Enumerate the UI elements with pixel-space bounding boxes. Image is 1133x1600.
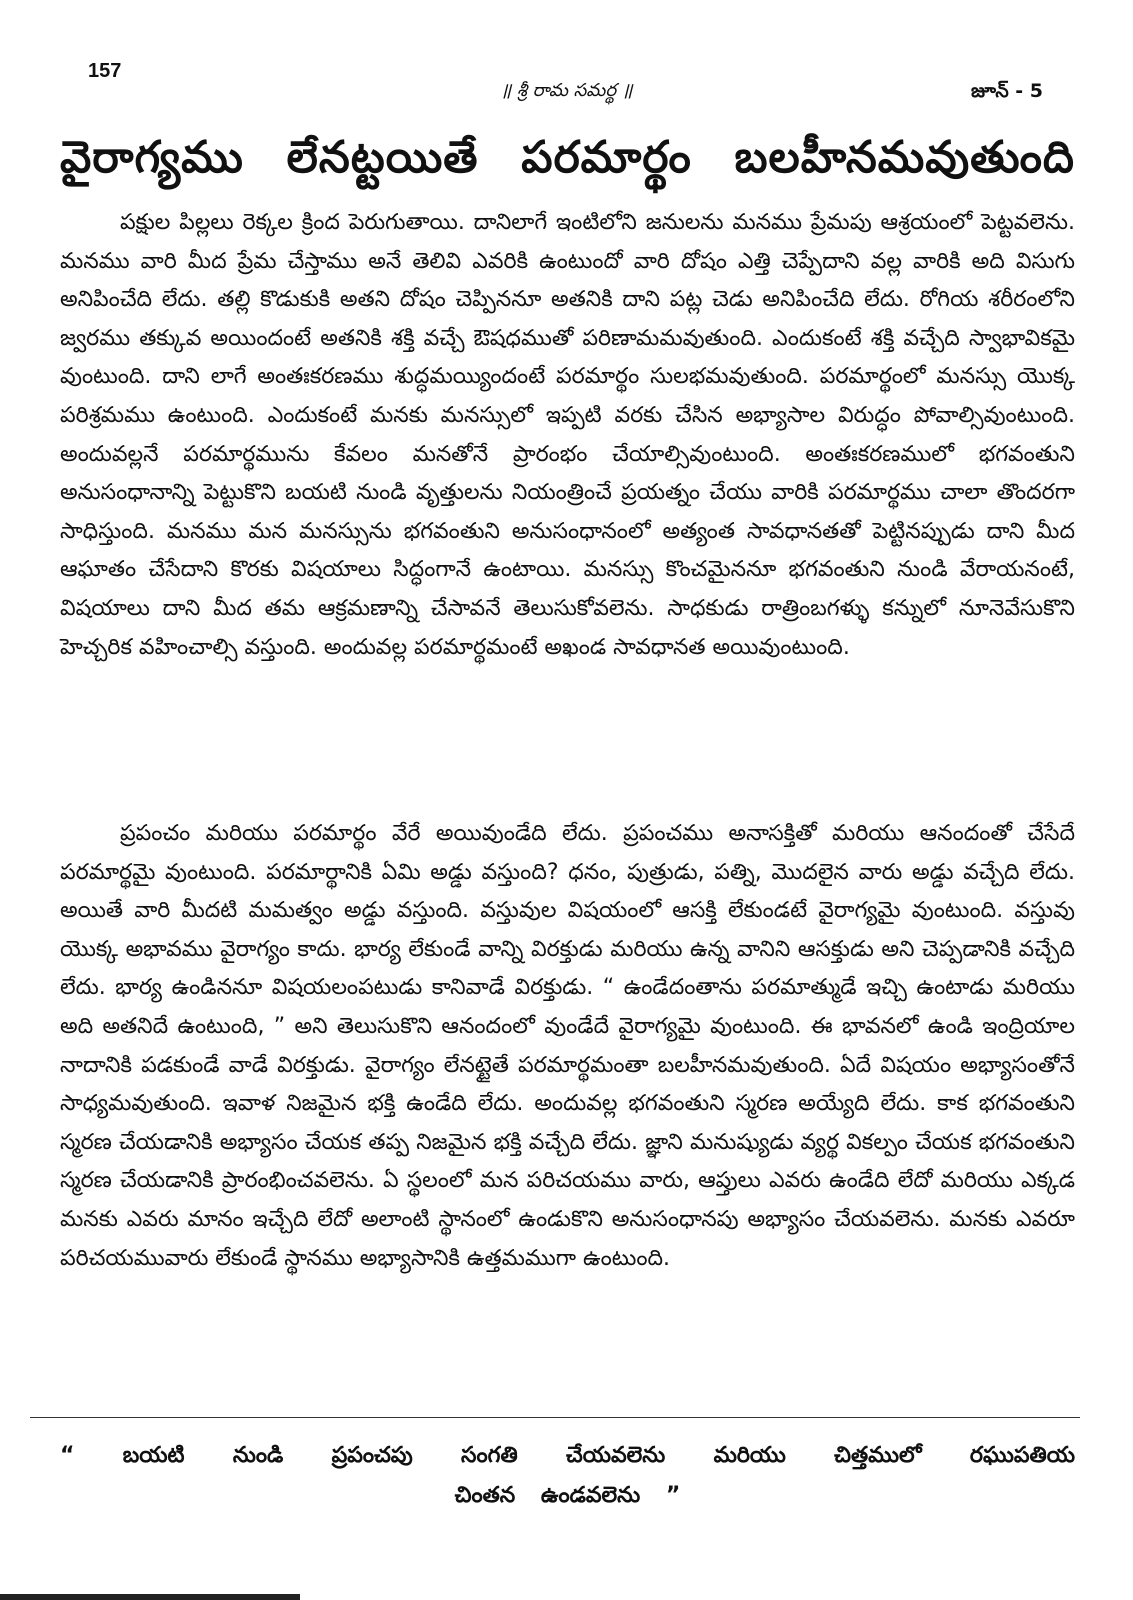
paragraph-text: పక్షుల పిల్లలు రెక్కల క్రింద పెరుగుతాయి. దానిలాగే ఇంటిలోని జనులను మనము ప్రేమపు ఆశ్రయంలో పెట్టవలెను. మనము వారి మీద ప్రేమ చేస్తాము అనే తెలివి ఎవరికి ఉంటుందో వారి దోషం ఎత్తి చెప్పేదాని వల్ల వారికి అది విసుగు అనిపించేది లేదు. తల్లి కొడుకుకి అతని దోషం చెప్పిననూ అతనికి దాని పట్ల చెడు అనిపించేది లేదు. రోగియ శరీరంలోని జ్వరము తక్కువ అయిందంటే అతనికి శక్తి వచ్చే ఔషధముతో పరిణామమవుతుంది. ఎందుకంటే శక్తి వచ్చేది స్వాభావికమై వుంటుంది. దాని లాగే అంతఃకరణము శుద్ధమయ్యిందంటే పరమార్థం సులభమవుతుంది. పరమార్థంలో మనస్సు యొక్క పరిశ్రమము ఉంటుంది. ఎందుకంటే మనకు మనస్సులో ఇప్పటి వరకు చేసిన అభ్యాసాల విరుద్ధం పోవాల్సివుంటుంది. అందువల్లనే పరమార్థమును కేవలం మనతోనే ప్రారంభం చేయాల్సివుంటుంది. అంతఃకరణములో భగవంతుని అనుసంధానాన్ని పెట్టుకొని బయటి నుండి వృత్తులను నియంత్రించే ప్రయత్నం చేయు వారికి పరమార్థము చాలా తొందరగా సాధిస్తుంది. మనము మన మనస్సును భగవంతుని అనుసంధానంలో అత్యంత సావధానతతో పెట్టినప్పుడు దాని మీద ఆఘాతం చేసేదాని కొరకు విషయాలు సిద్ధంగానే ఉంటాయి. మనస్సు కొంచమైననూ భగవంతుని నుండి వేరాయనంటే, విషయాలు దాని మీద తమ ఆక్రమణాన్ని చేసావనే తెలుసుకోవలెను. సాధకుడు రాత్రింబగళ్ళు కన్నులో నూనెవేసుకొని హెచ్చరిక వహించాల్సి వస్తుంది. అందువల్ల పరమార్థమంటే అఖండ సావధానత అయివుంటుంది. — [60, 210, 1075, 660]
scan-edge-mark — [0, 1594, 300, 1600]
page-title: వైరాగ్యము లేనట్టయితే పరమార్థం బలహీనమవుతుంది — [60, 132, 1075, 183]
page-header — [0, 58, 1133, 102]
quote-divider — [30, 1417, 1080, 1418]
body-paragraph-2 — [60, 815, 1075, 1278]
header-date: జూన్ - 5 — [971, 80, 1043, 102]
header-title: ॥ శ్రీ రామ సమర్థ ॥ — [500, 80, 633, 101]
quote-line-1: “ బయటి నుండి ప్రపంచపు సంగతి చేయవలెను మరియు చిత్తములో రఘుపతియ — [60, 1443, 1075, 1468]
page-number: 157 — [88, 60, 122, 82]
closing-quote — [60, 1436, 1075, 1516]
quote-line-2: చింతన ఉండవలెను ” — [454, 1483, 681, 1508]
body-paragraph-1 — [60, 204, 1075, 667]
paragraph-text: ప్రపంచం మరియు పరమార్థం వేరే అయివుండేది లేదు. ప్రపంచము అనాసక్తితో మరియు ఆనందంతో చేసేదే పరమార్థమై వుంటుంది. పరమార్థానికి ఏమి అడ్డు వస్తుంది? ధనం, పుత్రుడు, పత్ని, మొదలైన వారు అడ్డు వచ్చేది లేదు. అయితే వారి మీదటి మమత్వం అడ్డు వస్తుంది. వస్తువుల విషయంలో ఆసక్తి లేకుండటే వైరాగ్యమై వుంటుంది. వస్తువు యొక్క అభావము వైరాగ్యం కాదు. భార్య లేకుండే వాన్ని విరక్తుడు మరియు ఉన్న వానిని ఆసక్తుడు అని చెప్పడానికి వచ్చేది లేదు. భార్య ఉండిననూ విషయలంపటుడు కానివాడే విరక్తుడు. “ ఉండేదంతాను పరమాత్ముడే ఇచ్చి ఉంటాడు మరియు అది అతనిదే ఉంటుంది, ” అని తెలుసుకొని ఆనందంలో వుండేదే వైరాగ్యమై వుంటుంది. ఈ భావనలో ఉండి ఇంద్రియాల నాదానికి పడకుండే వాడే విరక్తుడు. వైరాగ్యం లేనట్టైతే పరమార్థమంతా బలహీనమవుతుంది. ఏదే విషయం అభ్యాసంతోనే సాధ్యమవుతుంది. ఇవాళ నిజమైన భక్తి ఉండేది లేదు. అందువల్ల భగవంతుని స్మరణ అయ్యేది లేదు. కాక భగవంతుని స్మరణ చేయడానికి అభ్యాసం చేయక తప్ప నిజమైన భక్తి వచ్చేది లేదు. జ్ఞాని మనుష్యుడు వ్యర్థ వికల్పం చేయక భగవంతుని స్మరణ చేయడానికి ప్రారంభించవలెను. ఏ స్థలంలో మన పరిచయము వారు, ఆప్తులు ఎవరు ఉండేది లేదో మరియు ఎక్కడ మనకు ఎవరు మానం ఇచ్చేది లేదో అలాంటి స్థానంలో ఉండుకొని అనుసంధానపు అభ్యాసం చేయవలెను. మనకు ఎవరూ పరిచయమువారు లేకుండే స్థానము అభ్యాసానికి ఉత్తమముగా ఉంటుంది. — [60, 821, 1075, 1271]
